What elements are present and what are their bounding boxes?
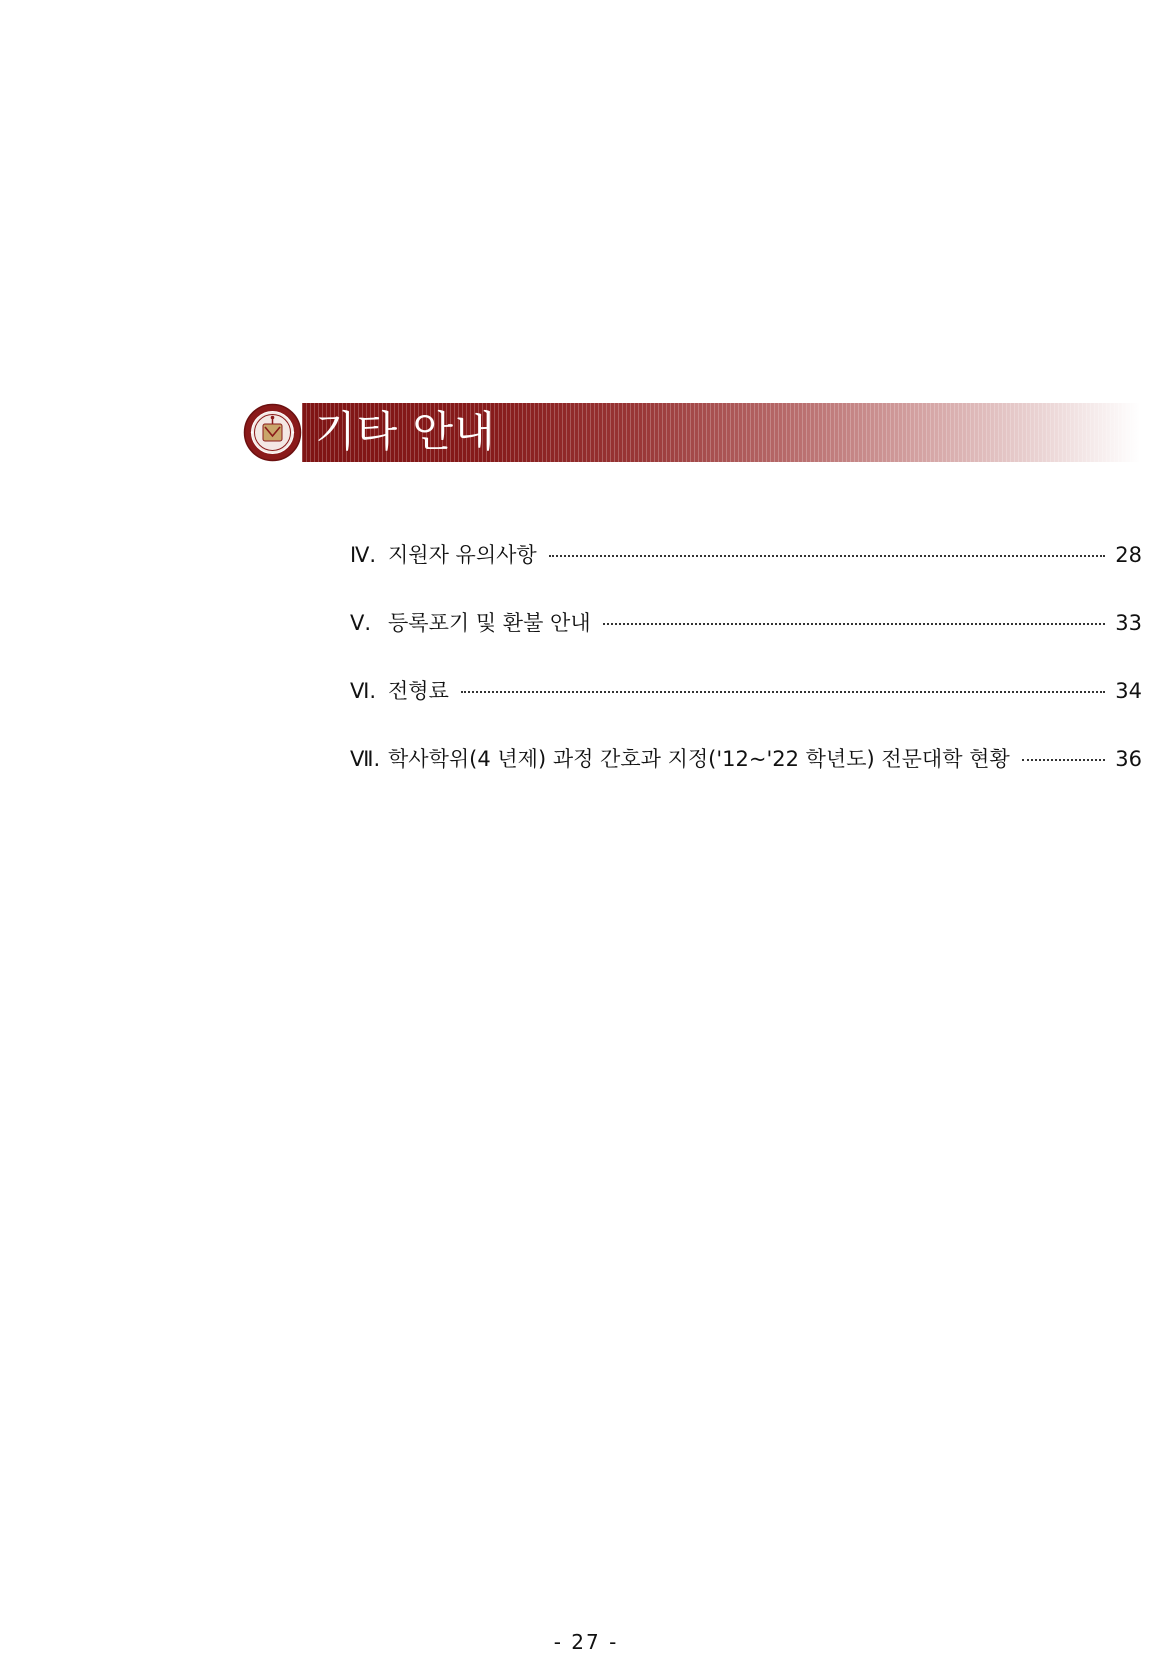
university-seal-icon [243, 403, 302, 462]
toc-title: 등록포기 및 환불 안내 [388, 611, 591, 635]
toc-page-number: 33 [1115, 611, 1142, 635]
toc-title: 전형료 [388, 679, 449, 703]
toc-page-number: 34 [1115, 679, 1142, 703]
table-of-contents [350, 539, 1142, 811]
toc-entry[interactable] [350, 607, 1142, 675]
toc-leader [549, 555, 1106, 557]
toc-page-number: 36 [1115, 747, 1142, 771]
toc-numeral: Ⅳ. [350, 543, 377, 567]
toc-title: 지원자 유의사항 [388, 543, 537, 567]
toc-leader [603, 623, 1106, 625]
toc-entry[interactable] [350, 539, 1142, 607]
banner-bar [302, 403, 1140, 462]
section-banner [243, 403, 1140, 462]
section-title: 기타 안내 [315, 407, 496, 456]
page-number: - 27 - [553, 1630, 619, 1654]
toc-leader [1022, 759, 1106, 761]
toc-entry[interactable] [350, 675, 1142, 743]
toc-numeral: Ⅵ. [350, 679, 377, 703]
toc-numeral: Ⅴ. [350, 611, 372, 635]
toc-leader [461, 691, 1105, 693]
toc-numeral: Ⅶ. [350, 747, 381, 771]
toc-entry[interactable] [350, 743, 1142, 811]
toc-title: 학사학위(4 년제) 과정 간호과 지정('12~'22 학년도) 전문대학 현황 [388, 747, 1010, 771]
toc-page-number: 28 [1115, 543, 1142, 567]
